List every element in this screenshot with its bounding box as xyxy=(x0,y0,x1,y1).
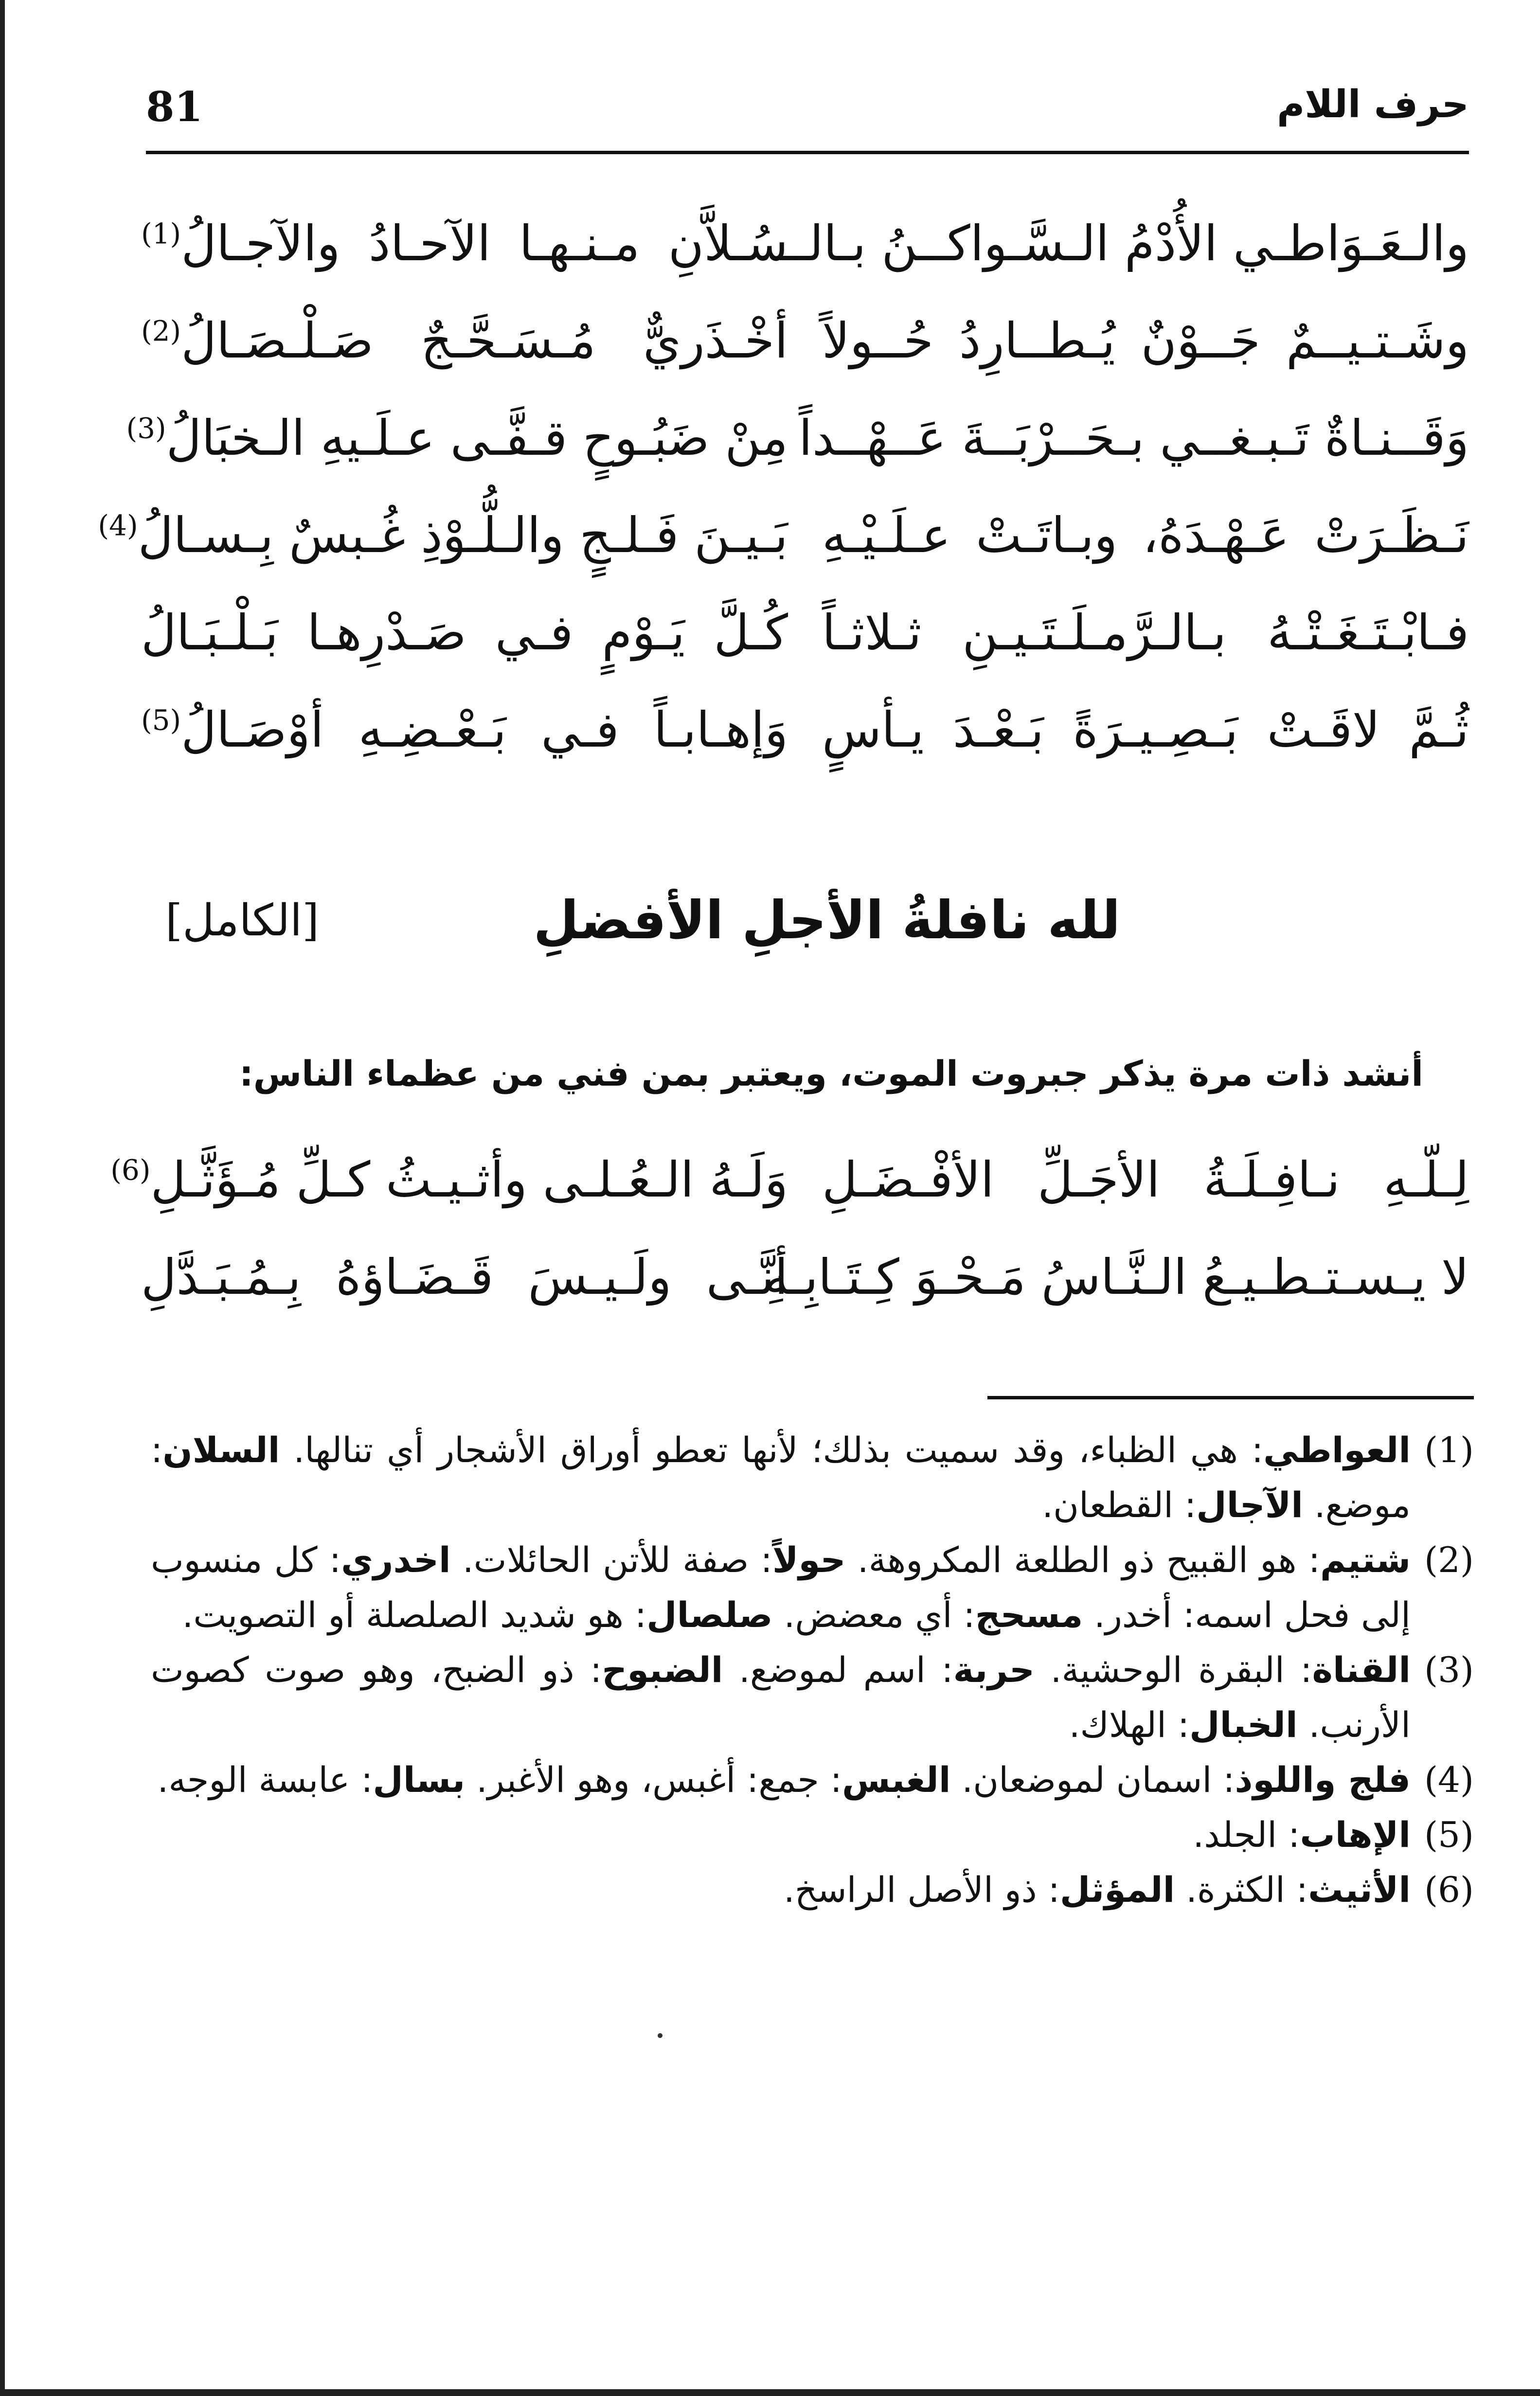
poem-intro: أنشد ذات مرة يذكر جبروت الموت، ويعتبر بمن فني من عظماء الناس: xyxy=(239,1053,1423,1094)
verse-second-hemistich xyxy=(141,701,788,758)
footnote-gloss: : ذو الأصل الراسخ. xyxy=(783,1869,1060,1910)
footnote-term: الآجال xyxy=(1196,1484,1303,1525)
verse-line xyxy=(141,292,1469,389)
verse-second-hemistich xyxy=(110,1151,788,1208)
footnote-term: الضبوح xyxy=(602,1649,723,1690)
footnote-term: السلان xyxy=(162,1430,280,1470)
footnote-gloss: : الجلد. xyxy=(1193,1814,1300,1855)
footnote-number: (4) xyxy=(1424,1759,1474,1800)
footnote-term: الخبال xyxy=(1189,1704,1298,1745)
footnote-term: بسال xyxy=(373,1759,466,1800)
footnote-number: (2) xyxy=(1424,1539,1474,1580)
verse-second-text: بَـيـنَ فَـلـجٍ والـلُّـوْذِ غُـبسٌ بِـسـالُ xyxy=(138,506,788,564)
footnote-gloss: : اسم لموضع. xyxy=(723,1649,953,1690)
footnote-marker: (3) xyxy=(126,411,166,445)
footnote-term: فلج واللوذ xyxy=(1235,1759,1411,1800)
verse-line xyxy=(141,681,1469,778)
page-edge-bottom xyxy=(0,2389,1540,2396)
footnote-term: القناة xyxy=(1312,1649,1411,1690)
verse-line xyxy=(141,1228,1469,1325)
verse-first-hemistich: وَقَــنـاةٌ تَـبـغــي بـحَــرْبَــةَ عَــهْــداً xyxy=(799,409,1469,466)
verse-block-2 xyxy=(110,1131,1469,1325)
verse-second-text: مِنْ ضَبُـوحٍ قـفَّـى عـلَـيهِ الـخبَالُ xyxy=(166,409,788,466)
footnote-item xyxy=(151,1533,1474,1643)
footnote-gloss: : الهلاك. xyxy=(1069,1704,1190,1745)
running-title: حرف اللام xyxy=(1277,83,1469,126)
footnote-gloss: : القطعان. xyxy=(1042,1484,1197,1525)
footnote-gloss: : الكثرة. xyxy=(1175,1869,1308,1910)
footnote-number: (5) xyxy=(1424,1814,1474,1855)
footnote-term: الغبس xyxy=(842,1759,951,1800)
footnote-term: حولاً xyxy=(772,1539,846,1580)
verse-line xyxy=(141,195,1469,292)
verse-second-hemistich xyxy=(98,506,788,564)
footnote-term: الإهاب xyxy=(1300,1814,1411,1855)
footnote-gloss: : كل منسوب إلى فحل اسمه: أخدر. xyxy=(151,1539,1411,1635)
footnote-number: (1) xyxy=(1424,1430,1474,1470)
footnote-term: العواطي xyxy=(1263,1430,1411,1470)
footnote-gloss: : جمع: أغبس، وهو الأغبر. xyxy=(465,1759,842,1800)
footnote-gloss: : البقرة الوحشية. xyxy=(1035,1649,1312,1690)
footnote-gloss: : موضع. xyxy=(151,1430,1411,1525)
footnote-item xyxy=(151,1862,1474,1917)
verse-first-hemistich: ثُـمَّ لاقَـتْ بَـصِـيـرَةً بَـعْـدَ يـأسٍ xyxy=(822,701,1469,758)
verse-second-text: كُـلَّ يَـوْمٍ فـي صَـدْرِهـا بَـلْـبَـالُ xyxy=(141,604,788,661)
verse-block-1 xyxy=(98,195,1469,778)
verse-second-text: سُـلاَّنِ مـنـهـا الآحـادُ والآجـالُ xyxy=(181,215,788,272)
page-number: 81 xyxy=(146,83,203,131)
verse-line xyxy=(126,389,1469,486)
footnote-gloss: : أي معضض. xyxy=(772,1594,975,1635)
footnote-number: (3) xyxy=(1424,1649,1474,1690)
footnote-marker: (5) xyxy=(141,703,181,737)
verse-second-text: أخْـذَريٌّ مُـسَـحَّـجٌ صَـلْـصَـالُ xyxy=(181,312,788,369)
footnote-gloss: : صفة للأتن الحائلات. xyxy=(450,1539,772,1580)
verse-line xyxy=(110,1131,1469,1228)
page-edge-left xyxy=(0,0,5,2396)
footnote-text xyxy=(151,1807,1411,1862)
footnote-gloss: : عابسة الوجه. xyxy=(157,1759,373,1800)
verse-second-hemistich xyxy=(141,1249,788,1305)
footnote-term: اخدري xyxy=(341,1539,451,1580)
footnote-term: حربة xyxy=(953,1649,1035,1690)
verse-first-hemistich: فـابْـتَـغَـتْـهُ بـالـرَّمـلَـتَـيـنِ ثـلاثـاً xyxy=(822,604,1469,661)
footnote-text xyxy=(151,1533,1411,1643)
footnote-term: المؤثل xyxy=(1059,1869,1175,1910)
verse-first-hemistich: نَـظَـرَتْ عَـهْـدَهُ، وبـاتَـتْ عـلَـيْـهِ xyxy=(822,506,1469,564)
footnote-gloss: : هو القبيح ذو الطلعة المكروهة. xyxy=(845,1539,1320,1580)
footnote-marker: (4) xyxy=(98,509,138,542)
footnote-number: (6) xyxy=(1424,1869,1474,1910)
footnote-term: مسحج xyxy=(975,1594,1083,1635)
footnote-gloss: : هو شديد الصلصلة أو التصويت. xyxy=(182,1594,647,1635)
footnote-item xyxy=(151,1643,1474,1752)
footnote-gloss: : اسمان لموضعان. xyxy=(950,1759,1235,1800)
footnote-term: الأثيث xyxy=(1308,1869,1411,1910)
verse-second-text: أنَّـى ولَـيـسَ قَـضَـاؤهُ بِـمُـبَـدَّلِ xyxy=(141,1248,788,1305)
footnote-text xyxy=(151,1423,1411,1533)
verse-second-hemistich xyxy=(141,604,788,661)
page-header xyxy=(146,73,1469,154)
footnote-item xyxy=(151,1807,1474,1862)
footnote-gloss: : ذو الضبح، وهو صوت كصوت الأرنب. xyxy=(151,1649,1411,1745)
verse-first-hemistich: لِـلّـهِ نـافِـلَـةُ الأجَـلِّ الأفْـضَـلِ xyxy=(822,1151,1469,1208)
verse-line xyxy=(141,584,1469,681)
verse-first-hemistich: لا يـسـتـطـيـعُ الـنَّـاسُ مَـحْـوَ كِـتَـابِـهِ xyxy=(764,1248,1469,1305)
footnote-marker: (6) xyxy=(110,1153,151,1187)
verse-second-text: وَلَـهُ الـعُـلـى وأثـيـثُ كـلِّ مُـؤَثَّـلِ xyxy=(150,1151,788,1208)
verse-second-text: وَإهـابـاً فـي بَـعْـضِـهِ أوْصَـالُ xyxy=(181,701,788,758)
footnote-term: صلصال xyxy=(646,1594,773,1635)
verse-line xyxy=(98,486,1469,584)
poem-meter: [الكامل] xyxy=(165,895,320,946)
footnote-divider xyxy=(987,1396,1474,1399)
footnote-gloss: : هي الظباء، وقد سميت بذلك؛ لأنها تعطو أوراق الأشجار أي تنالها. xyxy=(280,1430,1264,1470)
verse-second-hemistich xyxy=(141,215,788,272)
verse-first-hemistich: والـعَـوَاطـي الأُدْمُ الـسَّـواكــنُ بـالــ xyxy=(780,215,1469,272)
footnote-item xyxy=(151,1423,1474,1533)
footnote-marker: (2) xyxy=(141,314,181,348)
footnote-text xyxy=(151,1862,1411,1917)
footnotes xyxy=(151,1423,1474,1917)
stray-dot xyxy=(658,2033,663,2038)
footnote-item xyxy=(151,1752,1474,1807)
verse-second-hemistich xyxy=(141,312,788,369)
verse-second-hemistich xyxy=(126,409,788,466)
footnote-text xyxy=(151,1643,1411,1752)
footnote-text xyxy=(151,1752,1411,1807)
footnote-marker: (1) xyxy=(141,217,181,250)
footnote-term: شتيم xyxy=(1320,1539,1411,1580)
verse-first-hemistich: وشَـتـيــمٌ جَــوْنٌ يُـطــارِدُ حُــولاً xyxy=(822,312,1469,369)
poem-title: لله نافلةُ الأجلِ الأفضلِ xyxy=(533,890,1121,951)
